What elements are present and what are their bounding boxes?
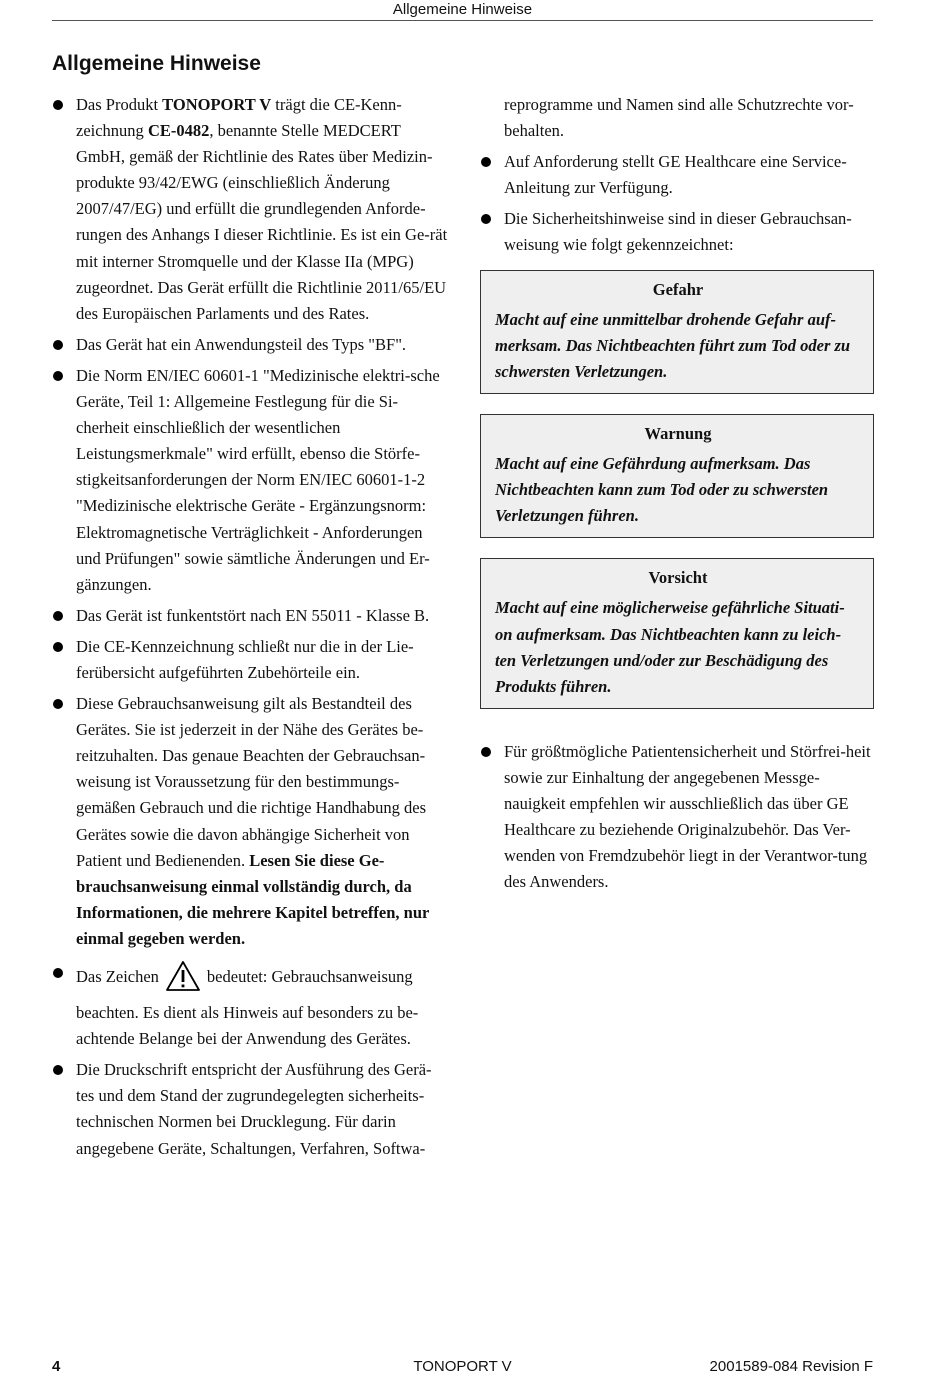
- list-item-warning-symbol: Das Zeichen bedeutet: Gebrauchsanweisung beachten. Es dient als Hinweis auf besonders zu be-achtende Belange bei der Anwendung des Gerätes.: [52, 960, 448, 1052]
- caution-box-title: Vorsicht: [648, 568, 708, 588]
- bullet-icon: [53, 340, 63, 350]
- footer-doc-revision: 2001589-084 Revision F: [709, 1358, 873, 1375]
- footer-product: TONOPORT V: [413, 1358, 512, 1375]
- list-item-accessories: Die CE-Kennzeichnung schließt nur die in der Lie-ferübersicht aufgeführten Zubehörteile ein.: [52, 634, 448, 686]
- warning-triangle-icon: [165, 960, 201, 1000]
- bullet-icon: [481, 157, 491, 167]
- list-item-manual: Diese Gebrauchsanweisung gilt als Bestandteil des Gerätes. Sie ist jederzeit in der Nähe des Gerätes be-reitzuhalten. Das genaue Beachten der Gebrauchsan-weisung ist Voraussetzung für den bestimmungs-gemäßen Gebrauch und die richtige Handhabung des Gerätes sowie die davon abhängige Sicherheit von Patient und Bedienenden. Lesen Sie diese Ge-brauchsanweisung einmal vollständig durch, da Informationen, die mehrere Kapitel betreffen, nur einmal gegeben werden.: [52, 691, 448, 952]
- bullet-icon: [53, 968, 63, 978]
- running-header-title: Allgemeine Hinweise: [392, 1, 533, 18]
- caution-box-text: Macht auf eine möglicherweise gefährliche Situati-on aufmerksam. Das Nichtbeachten kann zu leich-ten Verletzungen und/oder zur Beschädigung des Produkts führen.: [495, 598, 845, 696]
- list-item-service-manual: Auf Anforderung stellt GE Healthcare eine Service-Anleitung zur Verfügung.: [480, 149, 874, 201]
- page-title: Allgemeine Hinweise: [52, 52, 261, 75]
- list-item-original-accessories: Für größtmögliche Patientensicherheit und Störfrei-heit sowie zur Einhaltung der angegebenen Messge-nauigkeit empfehlen wir ausschließlich das über GE Healthcare zu beziehende Originalzubehör. Das Ver-wenden von Fremdzubehör liegt in der Verantwor-tung des Anwenders.: [480, 739, 874, 896]
- right-column: [480, 92, 874, 900]
- bullet-icon: [53, 371, 63, 381]
- bullet-icon: [53, 611, 63, 621]
- list-item-safety-notes: Die Sicherheitshinweise sind in dieser Gebrauchsan-weisung wie folgt gekennzeichnet:: [480, 206, 874, 258]
- danger-box-text: Macht auf eine unmittelbar drohende Gefahr auf-merksam. Das Nichtbeachten führt zum Tod oder zu schwersten Verletzungen.: [495, 309, 851, 381]
- page-number: 4: [52, 1358, 61, 1375]
- warning-box: [480, 414, 874, 538]
- danger-box: [480, 270, 874, 394]
- warning-box-title: Warnung: [644, 423, 712, 443]
- bullet-icon: [53, 642, 63, 652]
- bullet-icon: [53, 699, 63, 709]
- warning-box-text: Macht auf eine Gefährdung aufmerksam. Das Nichtbeachten kann zum Tod oder zu schwersten Verletzungen führen.: [495, 454, 829, 526]
- left-column: [52, 92, 448, 1167]
- list-item-applied-part: Das Gerät hat ein Anwendungsteil des Typs "BF".: [52, 332, 448, 358]
- list-item-emc: Das Gerät ist funkentstört nach EN 55011 - Klasse B.: [52, 603, 448, 629]
- running-header: [52, 0, 873, 21]
- ce-number: CE-0482: [147, 121, 210, 141]
- bullet-icon: [53, 1065, 63, 1075]
- bullet-icon: [481, 214, 491, 224]
- caution-box: [480, 558, 874, 708]
- danger-box-title: Gefahr: [652, 279, 704, 299]
- product-name: TONOPORT V: [162, 95, 272, 114]
- bullet-icon: [53, 100, 63, 110]
- page-footer: [52, 1356, 873, 1378]
- list-item-print: Die Druckschrift entspricht der Ausführung des Gerä-tes und dem Stand der zugrundegelegten sicherheits-technischen Normen bei Drucklegung. Für darin angegebene Geräte, Schaltungen, Verfahren, Softwa-: [52, 1057, 448, 1161]
- bullet-icon: [481, 747, 491, 757]
- list-item-ce-marking: Das Produkt TONOPORT V trägt die CE-Kenn-zeichnung CE-0482, benannte Stelle MEDCERT GmbH, gemäß der Richtlinie des Rates über Medizin-produkte 93/42/EWG (einschließlich Änderung 2007/47/EG) und erfüllt die grundlegenden Anforde-rungen des Anhangs I dieser Richtlinie. Es ist ein Ge-rät mit interner Stromquelle und der Klasse IIa (MPG) zugeordnet. Das Gerät erfüllt die Richtlinie 2011/65/EU des Europäischen Parlaments und des Rates.: [52, 92, 448, 327]
- manual-emphasis: Lesen Sie diese Ge-brauchsanweisung einmal vollständig durch, da Informationen, die mehrere Kapitel betreffen, nur einmal gegeben werden.: [76, 850, 430, 948]
- list-item-norm: Die Norm EN/IEC 60601-1 "Medizinische elektri-sche Geräte, Teil 1: Allgemeine Festlegung für die Si-cherheit einschließlich der wesentlichen Leistungsmerkmale" wird erfüllt, ebenso die Störfe-stigkeitsanforderungen der Norm EN/IEC 60601-1-2 "Medizinische elektrische Geräte - Ergänzungsnorm: Elektromagnetische Verträglichkeit - Anforderungen und Prüfungen" sowie sämtliche Änderungen und Er-gänzungen.: [52, 363, 448, 598]
- list-item-continuation: reprogramme und Namen sind alle Schutzrechte vor-behalten.: [504, 95, 854, 141]
